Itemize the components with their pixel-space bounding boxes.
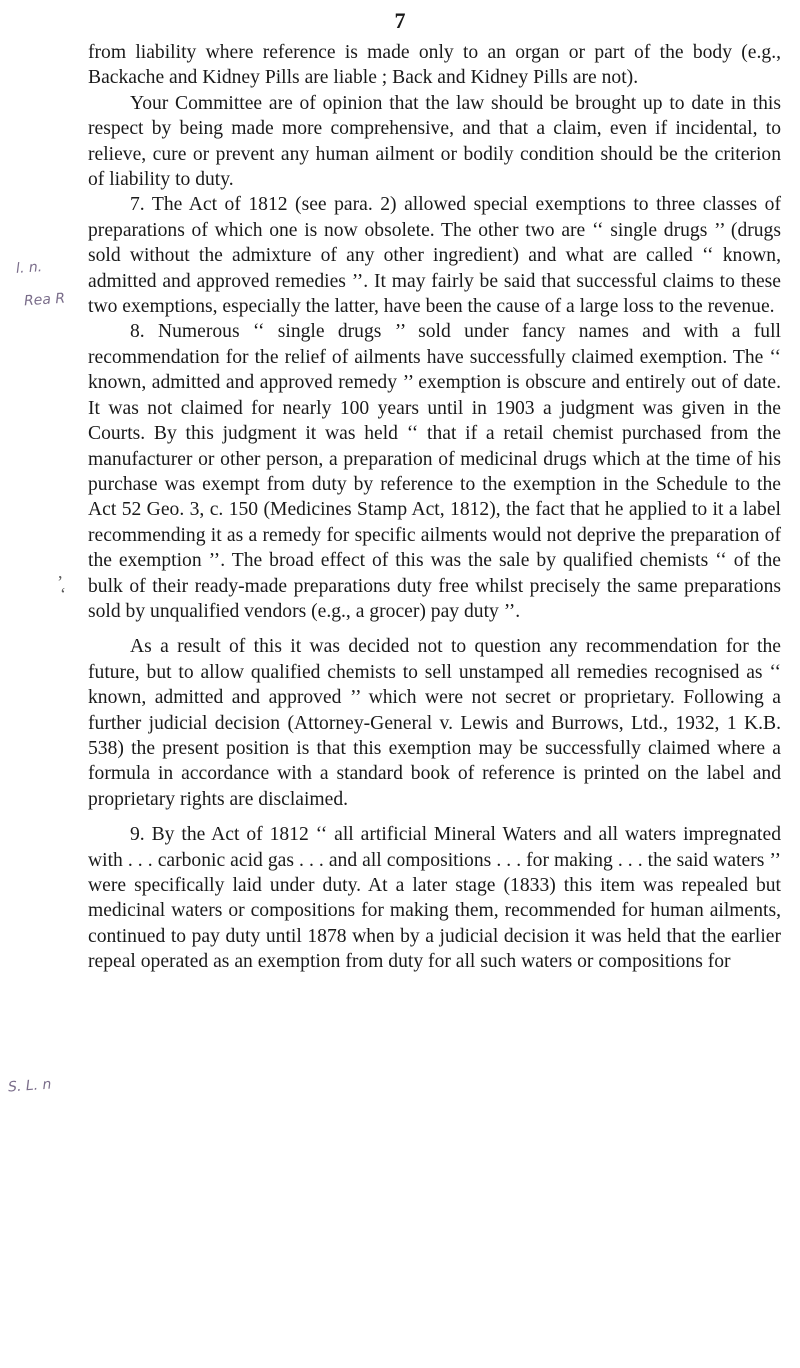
document-body xyxy=(88,40,781,975)
margin-annotation: Rea R xyxy=(23,290,66,310)
margin-annotation: l. n. xyxy=(15,259,43,277)
paragraph: As a result of this it was decided not to question any recommendation for the future, but to allow qualified chemists to sell unstamped all remedies recognised as ‘‘ known, admitted and approved ’’ which were not secret or proprietary. Following a further judicial decision (Attorney-General v. Lewis and Burrows, Ltd., 1932, 1 K.B. 538) the present position is that this exemption may be successfully claimed where a formula in accordance with a standard book of reference is printed on the label and proprietary rights are disclaimed. xyxy=(88,636,781,810)
margin-bracket-mark: , xyxy=(58,562,63,582)
page-number: 7 xyxy=(394,8,406,33)
paragraph-continued: from liability where reference is made only to an organ or part of the body (e.g., Backache and Kidney Pills are liable ; Back and Kidney Pills are not). xyxy=(88,42,781,89)
margin-annotation: S. L. n xyxy=(7,1076,52,1096)
paragraph: Your Committee are of opinion that the law should be brought up to date in this respect by being made more comprehensive, and that a claim, even if incidental, to relieve, cure or prevent any human ailment or bodily condition should be the criterion of liability to duty. xyxy=(88,92,781,191)
paragraph-7: 7. The Act of 1812 (see para. 2) allowed special exemptions to three classes of preparations of which one is now obsolete. The other two are ‘‘ single drugs ’’ (drugs sold without the admixture of any other ingredient) and what are called ‘‘ known, admitted and approved remedies ’’. It may fairly be said that successful claims to these two exemptions, especially the latter, have been the cause of a large loss to the revenue. xyxy=(88,194,781,318)
paragraph-8: 8. Numerous ‘‘ single drugs ’’ sold under fancy names and with a full recommendation for the relief of ailments have successfully claimed exemption. The ‘‘ known, admitted and approved remedy ’’ exemption is obscure and entirely out of date. It was not claimed for nearly 100 years until in 1903 a judgment was given in the Courts. By this judgment it was held ‘‘ that if a retail chemist purchased from the manufacturer or other person, a preparation of medicinal drugs which at the time of his purchase was exempt from duty by reference to the exemption in the Schedule to the Act 52 Geo. 3, c. 150 (Medicines Stamp Act, 1812), the fact that he applied to it a label recommending it as a remedy for specific ailments would not deprive the preparation of the exemption ’’. The broad effect of this was the sale by qualified chemists ‘‘ of the bulk of their ready-made preparations duty free whilst precisely the same preparations sold by unqualified vendors (e.g., a grocer) pay duty ’’. xyxy=(88,321,781,622)
margin-bracket-mark: ‘ xyxy=(60,584,66,604)
paragraph-9: 9. By the Act of 1812 ‘‘ all artificial Mineral Waters and all waters impregnated with . . . carbonic acid gas . . . and all compositions . . . for making . . . the said waters ’’ were specifically laid under duty. At a later stage (1833) this item was repealed but medicinal waters or compositions for making them, recommended for human ailments, continued to pay duty until 1878 when by a judicial decision it was held that the earlier repeal operated as an exemption from duty for all such waters or compositions for xyxy=(88,824,781,973)
